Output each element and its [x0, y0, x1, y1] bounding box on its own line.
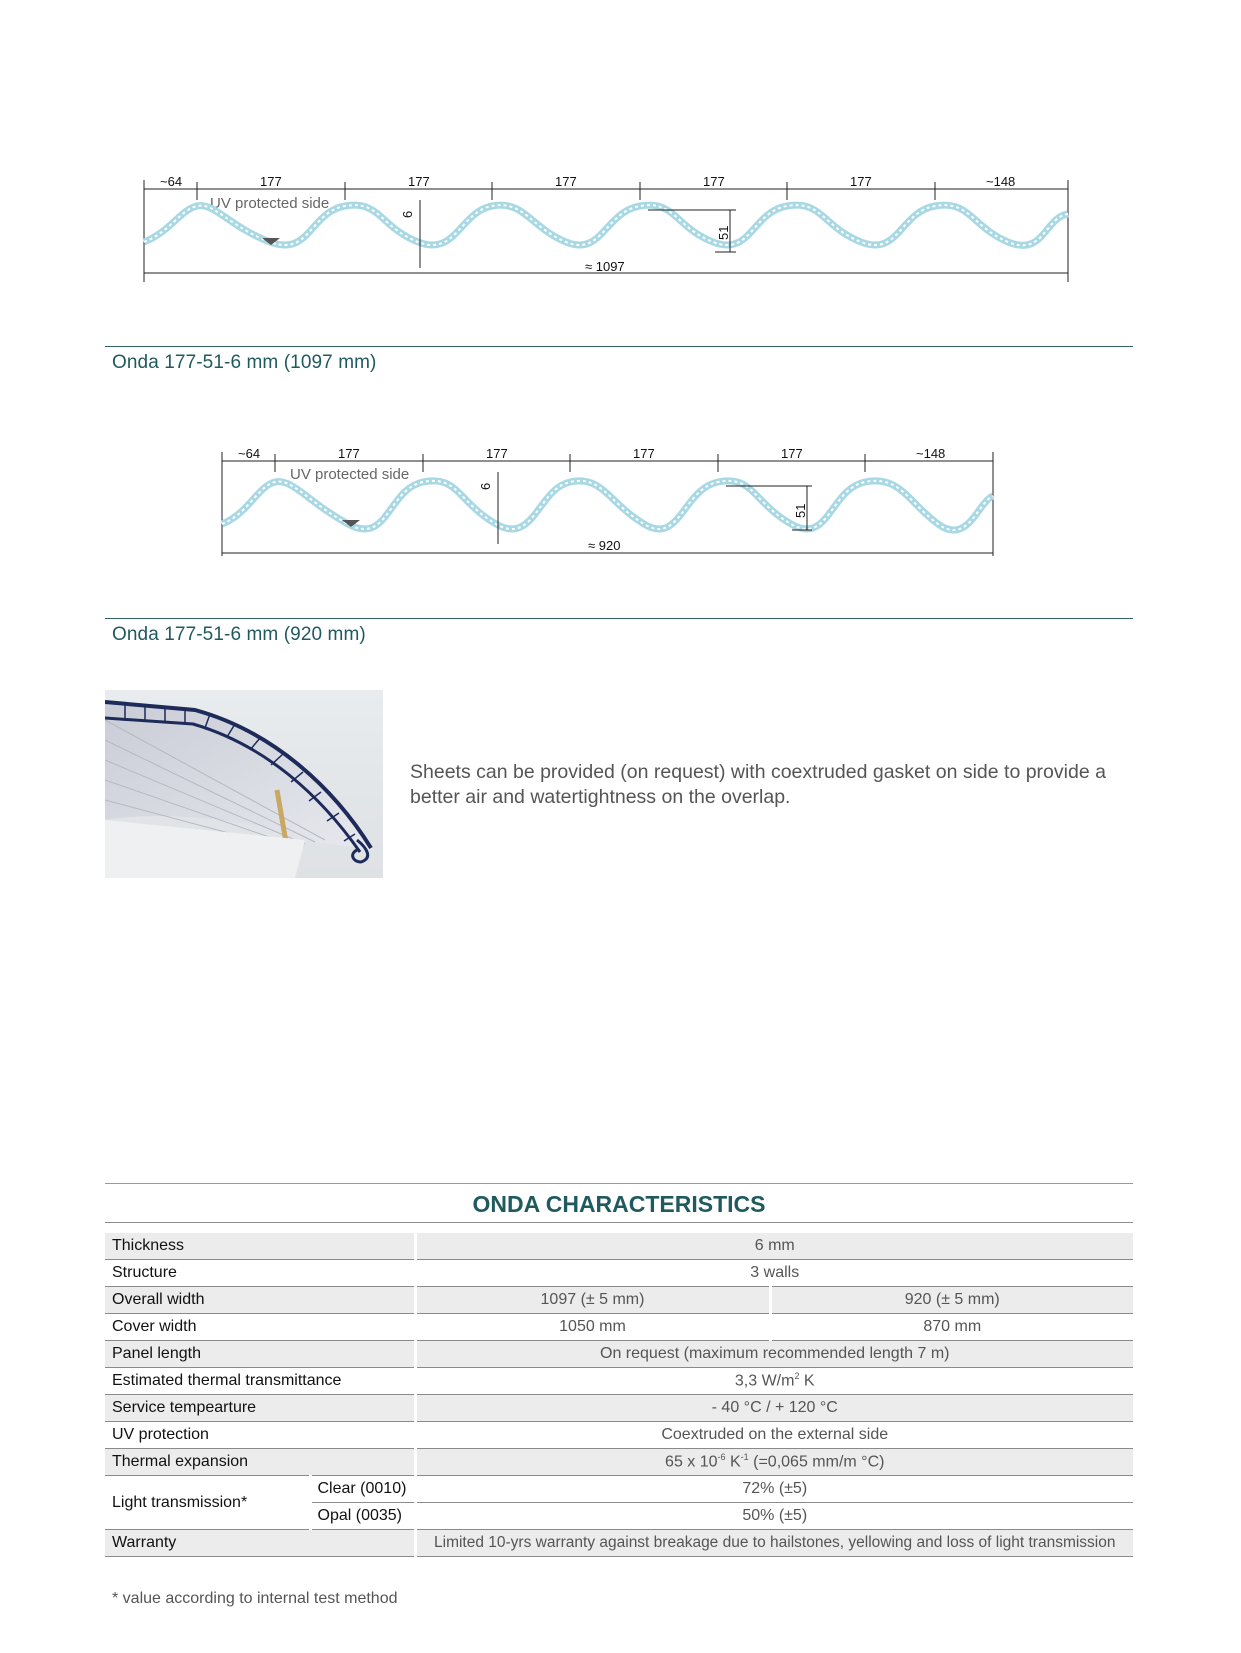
row-value	[415, 1449, 1133, 1476]
table-row	[105, 1260, 1133, 1287]
table-row	[105, 1530, 1133, 1557]
dim-label: 177	[338, 446, 360, 461]
gasket-description: Sheets can be provided (on request) with coextruded gasket on side to provide a better air and watertightness on the overlap.	[410, 761, 1106, 808]
row-value: On request (maximum recommended length 7 m)	[415, 1341, 1133, 1368]
table-row	[105, 1422, 1133, 1449]
table-row	[105, 1314, 1133, 1341]
value-text: 65 x 10	[665, 1453, 718, 1471]
profile-caption-1097: Onda 177-51-6 mm (1097 mm)	[112, 352, 377, 373]
row-sublabel: Opal (0035)	[310, 1503, 415, 1530]
table-top-rule	[105, 1183, 1133, 1184]
characteristics-table-section	[105, 1183, 1133, 1557]
dim-label: ~64	[160, 174, 183, 189]
profile-caption-920: Onda 177-51-6 mm (920 mm)	[112, 624, 366, 645]
section-rule	[105, 346, 1133, 347]
row-label: Light transmission*	[105, 1476, 310, 1530]
table-row	[105, 1233, 1133, 1260]
row-label: Thickness	[105, 1233, 415, 1260]
row-label: Cover width	[105, 1314, 415, 1341]
row-label: Panel length	[105, 1341, 415, 1368]
row-sublabel: Clear (0010)	[310, 1476, 415, 1503]
dim-label: ~64	[238, 446, 261, 461]
dim-label: 177	[633, 446, 655, 461]
row-value: 1097 (± 5 mm)	[415, 1287, 770, 1314]
row-value: Limited 10-yrs warranty against breakage due to hailstones, yellowing and loss of light transmission	[415, 1530, 1133, 1557]
gasket-illustration	[105, 690, 383, 878]
row-value: 870 mm	[770, 1314, 1133, 1341]
table-row	[105, 1368, 1133, 1395]
value-text: 3,3 W/m	[734, 1372, 795, 1390]
row-value	[415, 1368, 1133, 1395]
total-width-label: ≈ 1097	[585, 259, 625, 274]
table-row	[105, 1341, 1133, 1368]
table-title-rule	[105, 1222, 1133, 1233]
table-row	[105, 1395, 1133, 1422]
row-label: Thermal expansion	[105, 1449, 415, 1476]
row-label: Warranty	[105, 1530, 415, 1557]
dim-label: 177	[486, 446, 508, 461]
section-rule	[105, 618, 1133, 619]
row-label: UV protection	[105, 1422, 415, 1449]
uv-protected-label: UV protected side	[290, 466, 410, 483]
row-value: 920 (± 5 mm)	[770, 1287, 1133, 1314]
value-text: K	[725, 1453, 741, 1471]
row-label: Overall width	[105, 1287, 415, 1314]
total-width-label: ≈ 920	[588, 538, 621, 553]
value-sup: -6	[717, 1452, 726, 1463]
value-sup: -1	[740, 1452, 749, 1463]
footnote: * value according to internal test method	[112, 1590, 398, 1607]
row-value: 50% (±5)	[415, 1503, 1133, 1530]
row-value: 6 mm	[415, 1233, 1133, 1260]
uv-protected-label: UV protected side	[210, 195, 330, 212]
profile-svg-1097	[140, 172, 1080, 290]
value-text: K	[799, 1372, 815, 1390]
profile-svg-920	[218, 444, 998, 562]
profile-drawing-1097	[140, 172, 1080, 290]
characteristics-table	[105, 1233, 1133, 1557]
row-label: Estimated thermal transmittance	[105, 1368, 415, 1395]
row-value: 1050 mm	[415, 1314, 770, 1341]
table-row	[105, 1449, 1133, 1476]
thickness-label: 6	[400, 210, 415, 218]
dim-label: 177	[555, 174, 577, 189]
table-row	[105, 1476, 1133, 1503]
dim-label: ~148	[986, 174, 1016, 189]
dim-label: 177	[408, 174, 430, 189]
dim-label: 177	[850, 174, 872, 189]
dim-label: ~148	[916, 446, 946, 461]
height-label: 51	[716, 225, 731, 240]
row-value: Coextruded on the external side	[415, 1422, 1133, 1449]
thickness-label: 6	[478, 482, 493, 490]
dim-label: 177	[703, 174, 725, 189]
row-value: - 40 °C / + 120 °C	[415, 1395, 1133, 1422]
value-sup: 2	[794, 1371, 800, 1382]
row-label: Service tempearture	[105, 1395, 415, 1422]
wave-profile	[222, 481, 993, 530]
row-value: 3 walls	[415, 1260, 1133, 1287]
table-row	[105, 1287, 1133, 1314]
row-label: Structure	[105, 1260, 415, 1287]
dim-label: 177	[781, 446, 803, 461]
table-title: ONDA CHARACTERISTICS	[472, 1191, 766, 1217]
row-value: 72% (±5)	[415, 1476, 1133, 1503]
gasket-photo	[105, 690, 383, 878]
height-label: 51	[793, 503, 808, 518]
profile-drawing-920	[218, 444, 998, 562]
dim-label: 177	[260, 174, 282, 189]
value-text: (=0,065 mm/m °C)	[748, 1453, 885, 1471]
